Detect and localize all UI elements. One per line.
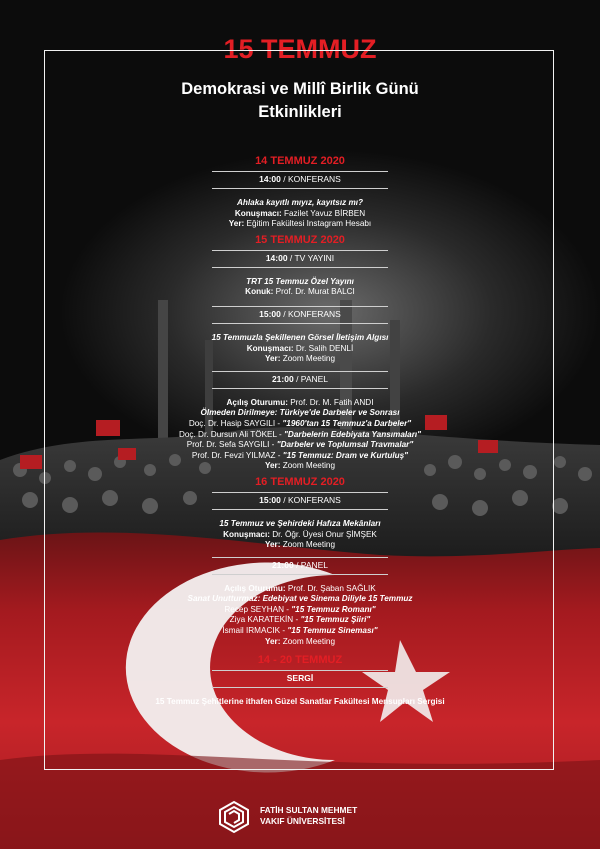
event-type: SERGİ bbox=[286, 673, 314, 684]
divider bbox=[212, 371, 388, 372]
divider bbox=[212, 557, 388, 558]
event-place: Yer: Zoom Meeting bbox=[264, 461, 336, 471]
panelist: İsmail IRMACIK - "15 Temmuz Sineması" bbox=[222, 626, 378, 636]
subtitle-line: Demokrasi ve Millî Birlik Günü bbox=[181, 80, 419, 98]
event-time: 21:00 / PANEL bbox=[271, 373, 329, 384]
subtitle bbox=[0, 78, 600, 124]
university-logo bbox=[218, 800, 418, 834]
divider bbox=[212, 492, 388, 493]
event-guest: Konuk: Prof. Dr. Murat BALCI bbox=[245, 287, 355, 297]
panelist: Doç. Dr. Hasip SAYGILI - "1960'tan 15 Temmuz'a Darbeler" bbox=[188, 418, 412, 428]
page-title: 15 TEMMUZ bbox=[223, 34, 377, 64]
panelist: Recep SEYHAN - "15 Temmuz Romanı" bbox=[224, 604, 376, 614]
panelist: Ziya KARATEKİN - "15 Temmuz Şiiri" bbox=[229, 615, 371, 625]
divider bbox=[212, 306, 388, 307]
university-name-line: VAKIF ÜNİVERSİTESİ bbox=[260, 816, 346, 826]
event-speaker: Konuşmacı: Dr. Salih DENLİ bbox=[246, 343, 354, 353]
event-place: Yer: Zoom Meeting bbox=[264, 354, 336, 364]
panelist: Prof. Dr. Fevzi YILMAZ - "15 Temmuz: Dram ve Kurtuluş" bbox=[191, 450, 409, 460]
university-emblem-icon bbox=[218, 800, 250, 834]
event-speaker: Konuşmacı: Dr. Öğr. Üyesi Onur ŞİMŞEK bbox=[223, 529, 377, 539]
event-time: 15:00 / KONFERANS bbox=[259, 494, 341, 505]
event-title: Ahlaka kayıtlı mıyız, kayıtsız mı? bbox=[236, 198, 364, 207]
divider bbox=[212, 670, 388, 671]
event-time: 21:00 / PANEL bbox=[271, 559, 329, 570]
program bbox=[80, 151, 520, 708]
event-title: 15 Temmuzla Şekillenen Görsel İletişim Algısı bbox=[211, 332, 389, 342]
day-date: 14 TEMMUZ 2020 bbox=[255, 155, 345, 167]
event-time: 14:00 / TV YAYINI bbox=[265, 252, 335, 263]
panel-opening: Açılış Oturumu: Prof. Dr. Şaban SAĞLIK bbox=[224, 583, 376, 593]
subtitle-line: Etkinlikleri bbox=[258, 103, 342, 121]
panelist: Prof. Dr. Sefa SAYGILI - "Darbeler ve Toplumsal Travmalar" bbox=[186, 440, 414, 450]
panel-session-title: Ölmeden Dirilmeye: Türkiye'de Darbeler ve Sonrası bbox=[200, 408, 400, 418]
day-date: 16 TEMMUZ 2020 bbox=[255, 475, 345, 488]
day-date: 14 - 20 TEMMUZ bbox=[257, 654, 343, 667]
university-name bbox=[260, 805, 357, 827]
event-speaker: Konuşmacı: Fazilet Yavuz BİRBEN bbox=[234, 208, 366, 218]
divider bbox=[212, 250, 388, 251]
panel-session-title: Sanat Unutturmaz: Edebiyat ve Sinema Diliyle 15 Temmuz bbox=[187, 594, 413, 604]
event-time: 15:00 / KONFERANS bbox=[259, 308, 341, 319]
event-time: 14:00 / KONFERANS bbox=[259, 174, 341, 184]
divider bbox=[212, 171, 388, 172]
exhibition-title: 15 Temmuz Şehitlerine ithafen Güzel Sanatlar Fakültesi Mensupları Sergisi bbox=[155, 697, 445, 707]
event-place: Yer: Zoom Meeting bbox=[264, 540, 336, 550]
day-date: 15 TEMMUZ 2020 bbox=[255, 233, 345, 246]
event-title: 15 Temmuz ve Şehirdeki Hafıza Mekânları bbox=[219, 518, 381, 528]
event-place: Yer: Eğitim Fakültesi Instagram Hesabı bbox=[228, 219, 372, 229]
event-place: Yer: Zoom Meeting bbox=[264, 636, 336, 646]
panel-opening: Açılış Oturumu: Prof. Dr. M. Fatih ANDI bbox=[226, 397, 374, 407]
panelist: Doç. Dr. Dursun Ali TÖKEL - "Darbelerin Edebiyata Yansımaları" bbox=[178, 429, 422, 439]
event-title: TRT 15 Temmuz Özel Yayını bbox=[246, 276, 354, 286]
university-name-line: FATİH SULTAN MEHMET bbox=[260, 805, 358, 815]
